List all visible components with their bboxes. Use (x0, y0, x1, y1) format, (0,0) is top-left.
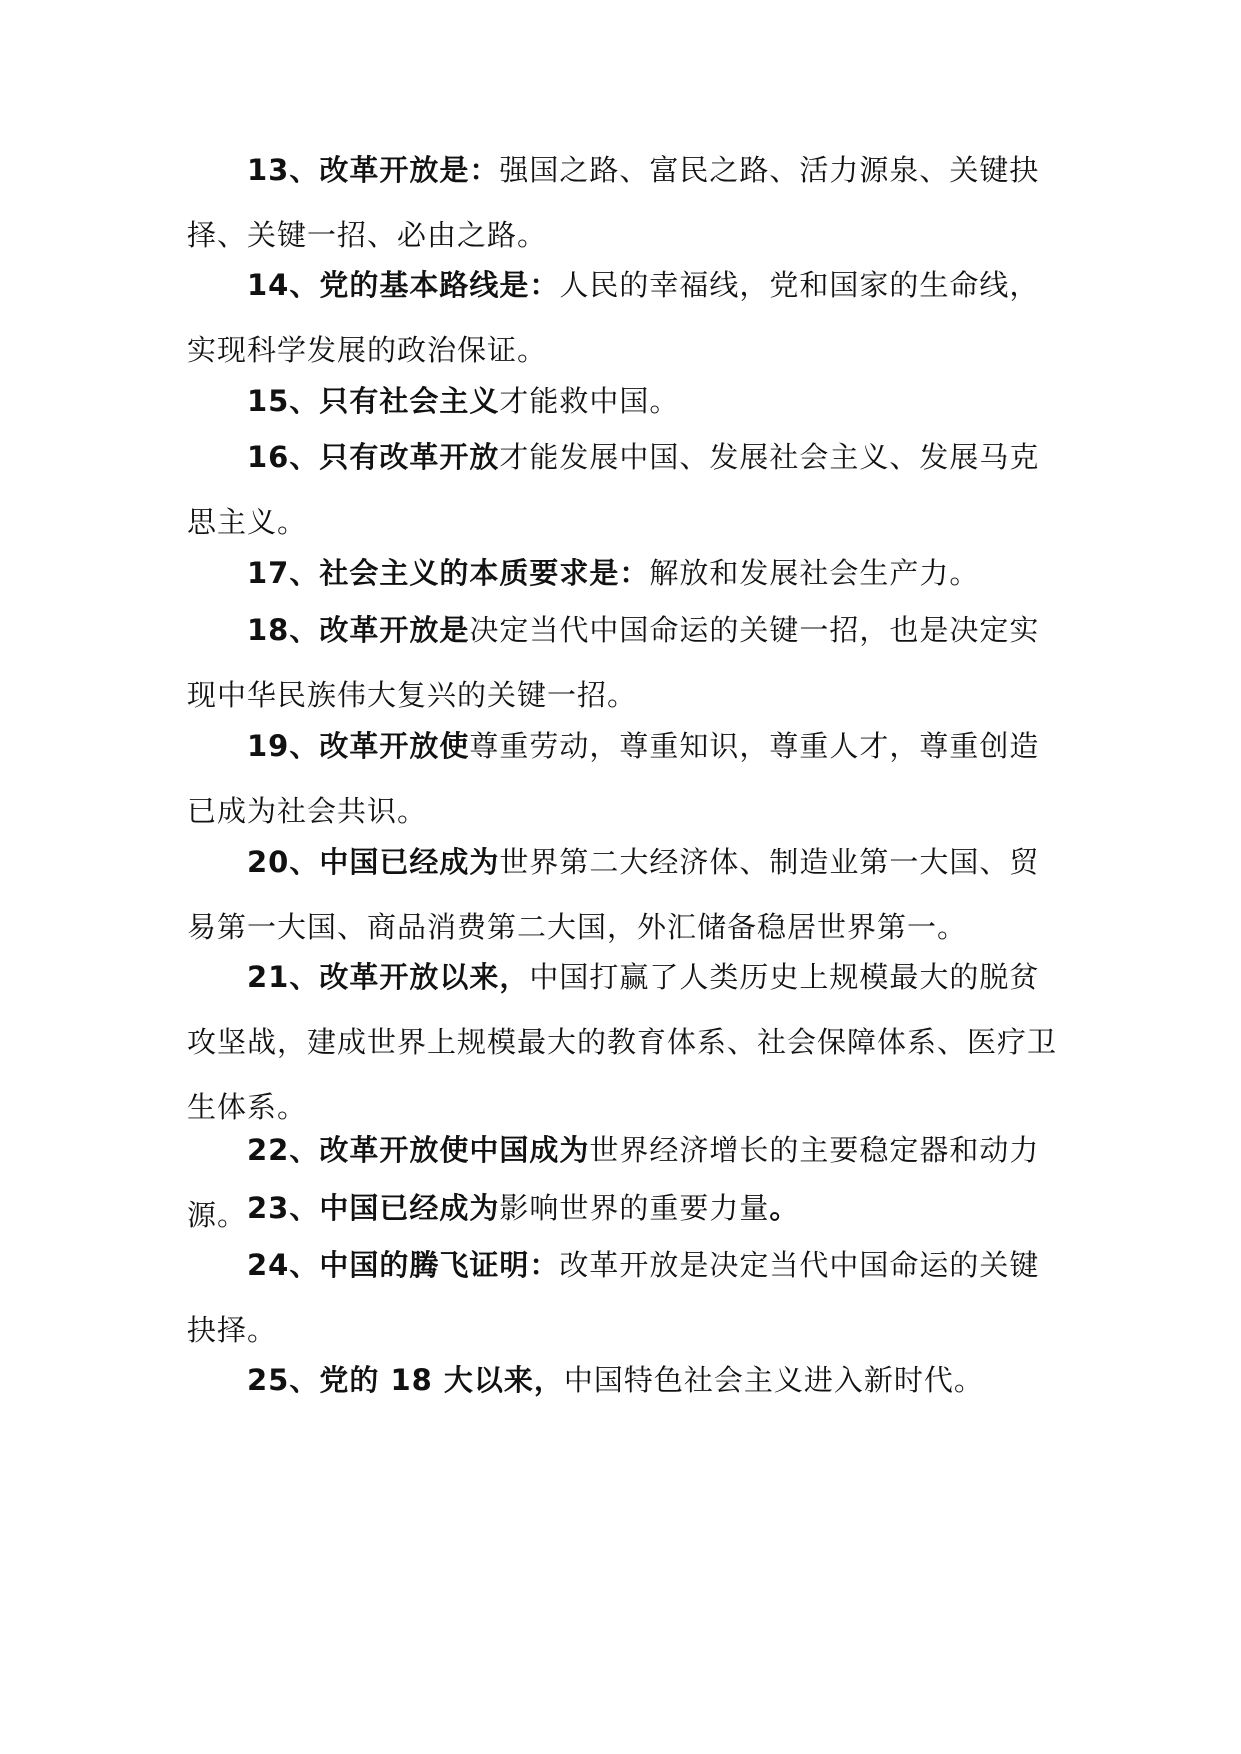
item-body: 才能救中国。 (499, 384, 680, 418)
item-lead: 19、改革开放使 (247, 729, 470, 763)
item-lead: 21、改革开放以来， (247, 960, 530, 994)
list-item-24 (187, 1233, 1067, 1363)
item-body: 才能发展中国、发展社会主义、发展马克思主义。 (187, 440, 1040, 539)
list-item-23 (187, 1176, 1067, 1241)
item-trail: 。 (769, 1191, 800, 1225)
list-item-20 (187, 830, 1067, 960)
item-lead: 13、改革开放是： (247, 153, 500, 187)
item-body: 影响世界的重要力量 (499, 1191, 770, 1225)
item-body: 中国打赢了人类历史上规模最大的脱贫攻坚战，建成世界上规模最大的教育体系、社会保障体系、医疗卫生体系。 (187, 960, 1058, 1124)
list-item-13 (187, 138, 1067, 268)
item-body: 改革开放是决定当代中国命运的关键抉择。 (187, 1248, 1040, 1347)
item-lead: 25、党的 18 大以来， (247, 1363, 564, 1397)
item-lead: 18、改革开放是 (247, 613, 470, 647)
list-item-17 (187, 541, 1067, 606)
item-lead: 17、社会主义的本质要求是： (247, 556, 650, 590)
list-item-19 (187, 714, 1067, 844)
item-body: 人民的幸福线，党和国家的生命线，实现科学发展的政治保证。 (187, 268, 1040, 367)
list-item-14 (187, 253, 1067, 383)
list-item-16 (187, 425, 1067, 555)
item-body: 强国之路、富民之路、活力源泉、关键抉择、关键一招、必由之路。 (187, 153, 1040, 252)
item-body: 中国特色社会主义进入新时代。 (563, 1363, 984, 1397)
list-item-18 (187, 598, 1067, 728)
item-body: 决定当代中国命运的关键一招，也是决定实现中华民族伟大复兴的关键一招。 (187, 613, 1040, 712)
list-item-21 (187, 945, 1067, 1140)
item-body: 世界经济增长的主要稳定器和动力源。 (187, 1133, 1040, 1232)
item-lead: 23、中国已经成为 (247, 1191, 500, 1225)
item-lead: 15、只有社会主义 (247, 384, 500, 418)
item-lead: 16、只有改革开放 (247, 440, 500, 474)
item-body: 世界第二大经济体、制造业第一大国、贸易第一大国、商品消费第二大国，外汇储备稳居世界第一。 (187, 845, 1040, 944)
list-item-25 (187, 1348, 1067, 1413)
item-lead: 14、党的基本路线是： (247, 268, 560, 302)
item-lead: 20、中国已经成为 (247, 845, 500, 879)
item-lead: 24、中国的腾飞证明： (247, 1248, 560, 1282)
item-lead: 22、改革开放使中国成为 (247, 1133, 590, 1167)
item-body: 解放和发展社会生产力。 (649, 556, 980, 590)
item-body: 尊重劳动，尊重知识，尊重人才，尊重创造已成为社会共识。 (187, 729, 1040, 828)
